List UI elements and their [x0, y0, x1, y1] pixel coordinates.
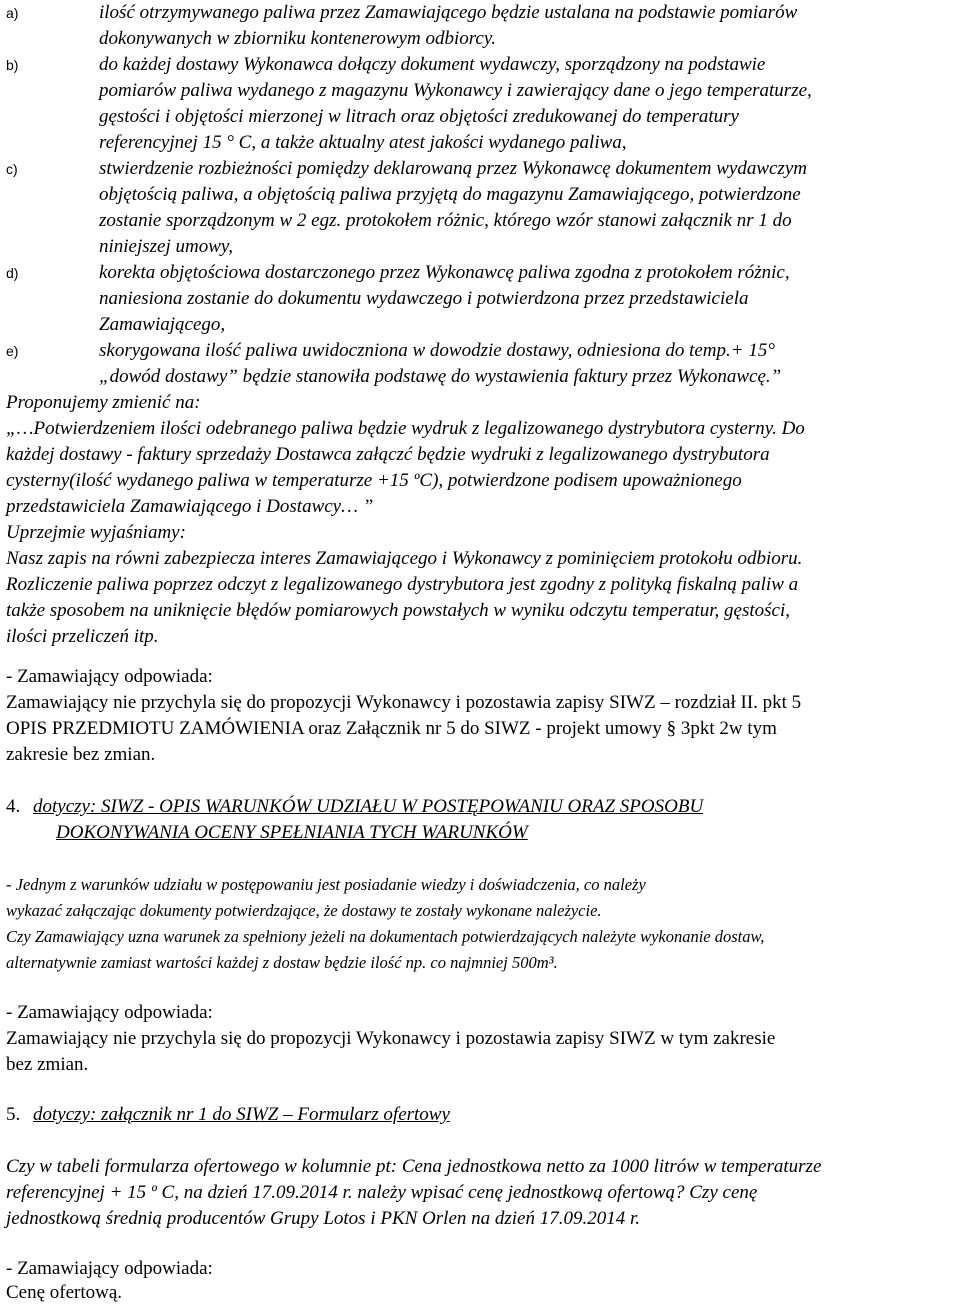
- list-b-line-4: referencyjnej 15 ° C, a także aktualny atest jakości wydanego paliwa,: [99, 132, 627, 153]
- list-e-line-2: „dowód dostawy” będzie stanowiła podstawę do wystawienia faktury przez Wykonawcę.”: [99, 366, 782, 387]
- list-c-line-3-italic: zostanie sporządzonym w 2 egz.: [99, 210, 342, 231]
- section-4-question-4: alternatywnie zamiast wartości każdej z dostaw będzie ilość np. co najmniej 500m³.: [6, 953, 558, 972]
- list-e-line-1: skorygowana ilość paliwa uwidoczniona w dowodzie dostawy, odniesiona do temp.+ 15°: [99, 340, 775, 361]
- list-marker-c: c): [6, 161, 18, 177]
- answer-2-line-1: Zamawiający nie przychyla się do propozycji Wykonawcy i pozostawia zapisy SIWZ w tym zakresie: [6, 1028, 776, 1049]
- proposal-heading: Proponujemy zmienić na:: [6, 392, 201, 413]
- proposal-line-3: cysterny(ilość wydanego paliwa w temperaturze +15 ºC), potwierdzone podisem upoważnionego: [6, 470, 742, 491]
- list-c-line-3-rest: protokołem różnic, którego wzór stanowi załącznik nr 1 do: [341, 210, 792, 231]
- list-c-line-3: [99, 208, 792, 234]
- list-d-line-3: Zamawiającego,: [99, 314, 226, 335]
- section-5-title: dotyczy: załącznik nr 1 do SIWZ – Formularz ofertowy: [33, 1104, 450, 1125]
- section-5-question-1: Czy w tabeli formularza ofertowego w kolumnie pt: Cena jednostkowa netto za 1000 litrów w temperaturze: [6, 1156, 822, 1177]
- explain-line-2: Rozliczenie paliwa poprzez odczyt z legalizowanego dystrybutora jest zgodny z polityką fiskalną paliw a: [6, 574, 799, 595]
- list-marker-e: e): [6, 343, 19, 359]
- section-4-number: 4.: [6, 796, 21, 817]
- list-c-line-2: objętością paliwa, a objętością paliwa przyjętą do magazynu Zamawiającego, potwierdzone: [99, 184, 801, 205]
- answer-3-heading: - Zamawiający odpowiada:: [6, 1258, 213, 1279]
- list-a-line-2: dokonywanych w zbiorniku kontenerowym odbiorcy.: [99, 28, 496, 49]
- section-4-question-3: Czy Zamawiający uzna warunek za spełniony jeżeli na dokumentach potwierdzających należyte wykonanie dostaw,: [6, 927, 765, 946]
- list-marker-d: d): [6, 265, 19, 281]
- proposal-line-1-text: Potwierdzeniem ilości odebranego paliwa będzie wydruk z legalizowanego dystrybutora cysterny. Do: [33, 418, 805, 439]
- section-4-question-2: wykazać załączając dokumenty potwierdzające, że dostawy te zostały wykonane należycie.: [6, 901, 602, 920]
- answer-1-line-2: OPIS PRZEDMIOTU ZAMÓWIENIA oraz Załącznik nr 5 do SIWZ - projekt umowy § 3pkt 2w tym: [6, 718, 777, 739]
- list-a-line-1: ilość otrzymywanego paliwa przez Zamawiającego będzie ustalana na podstawie pomiarów: [99, 2, 798, 23]
- answer-1-line-3: zakresie bez zmian.: [6, 744, 156, 765]
- list-b-line-3: gęstości i objętości mierzonej w litrach oraz objętości zredukowanej do temperatury: [99, 106, 739, 127]
- list-d-line-2: naniesiona zostanie do dokumentu wydawczego i potwierdzona przez przedstawiciela: [99, 288, 749, 309]
- proposal-line-1: [6, 416, 805, 442]
- list-marker-b: b): [6, 57, 19, 73]
- list-b-line-2: pomiarów paliwa wydanego z magazynu Wykonawcy i zawierający dane o jego temperaturze,: [99, 80, 812, 101]
- section-5-question-2: referencyjnej + 15 º C, na dzień 17.09.2014 r. należy wpisać cenę jednostkową ofertową? Czy cenę: [6, 1182, 758, 1203]
- explain-heading: Uprzejmie wyjaśniamy:: [6, 522, 186, 543]
- proposal-line-2: każdej dostawy - faktury sprzedaży Dostawca załączć będzie wydruki z legalizowanego dystrybutora: [6, 444, 770, 465]
- proposal-line-4: przedstawiciela Zamawiającego i Dostawcy… ”: [6, 496, 374, 517]
- answer-2-heading: - Zamawiający odpowiada:: [6, 1002, 213, 1023]
- proposal-open-quote: „…: [6, 418, 34, 439]
- section-5-question-3: jednostkową średnią producentów Grupy Lotos i PKN Orlen na dzień 17.09.2014 r.: [6, 1208, 641, 1229]
- explain-line-4: ilości przeliczeń itp.: [6, 626, 159, 647]
- list-c-line-4: niniejszej umowy,: [99, 236, 234, 257]
- section-4-title-line-2: DOKONYWANIA OCENY SPEŁNIANIA TYCH WARUNKÓW: [56, 822, 528, 843]
- list-marker-a: a): [6, 5, 19, 21]
- section-5-number: 5.: [6, 1104, 21, 1125]
- list-c-line-1: stwierdzenie rozbieżności pomiędzy deklarowaną przez Wykonawcę dokumentem wydawczym: [99, 158, 807, 179]
- answer-1-line-1: Zamawiający nie przychyla się do propozycji Wykonawcy i pozostawia zapisy SIWZ – rozdział II. pkt 5: [6, 692, 802, 713]
- answer-1-heading: - Zamawiający odpowiada:: [6, 666, 213, 687]
- explain-line-3: także sposobem na uniknięcie błędów pomiarowych powstałych w wyniku odczytu temperatur, gęstości,: [6, 600, 790, 621]
- list-d-line-1: korekta objętościowa dostarczonego przez Wykonawcę paliwa zgodna z protokołem różnic,: [99, 262, 790, 283]
- explain-line-1: Nasz zapis na równi zabezpiecza interes Zamawiającego i Wykonawcy z pominięciem protokołu odbioru.: [6, 548, 803, 569]
- answer-2-line-2: bez zmian.: [6, 1054, 89, 1075]
- section-4-title-line-1: dotyczy: SIWZ - OPIS WARUNKÓW UDZIAŁU W POSTĘPOWANIU ORAZ SPOSOBU: [33, 796, 704, 817]
- answer-3-line-1: Cenę ofertową.: [6, 1282, 123, 1303]
- list-b-line-1: do każdej dostawy Wykonawca dołączy dokument wydawczy, sporządzony na podstawie: [99, 54, 766, 75]
- section-4-question-1: - Jednym z warunków udziału w postępowaniu jest posiadanie wiedzy i doświadczenia, co należy: [6, 875, 646, 894]
